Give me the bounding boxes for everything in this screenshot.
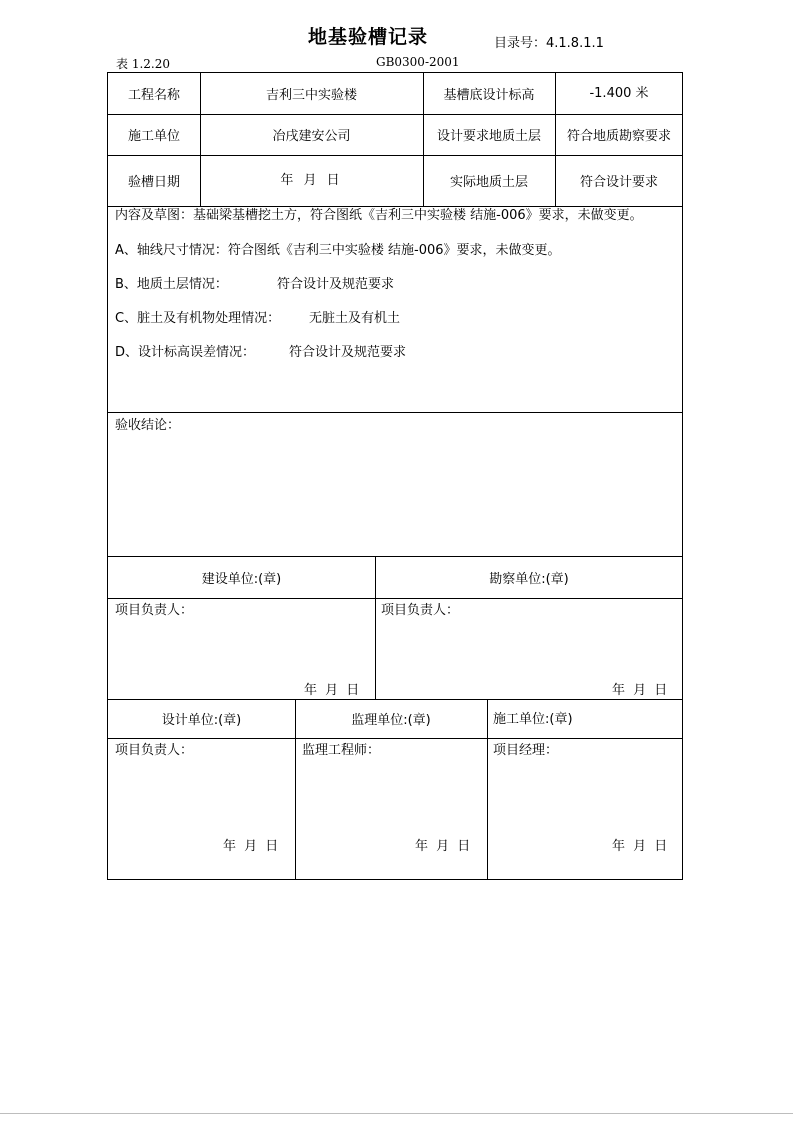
column-divider [487, 699, 488, 880]
design-elevation-value: -1.400 米 [589, 86, 649, 101]
content-item-c-value: 无脏土及有机土 [309, 311, 401, 326]
contractor-value: 冶戌建安公司 [272, 129, 351, 144]
catalog-number: 目录号：4.1.8.1.1 [494, 36, 604, 51]
design-person-label: 项目负责人： [115, 743, 194, 758]
owner-sign-date: 年 月 日 [304, 683, 362, 698]
project-name-label: 工程名称 [127, 88, 180, 103]
construction-sign-date: 年 月 日 [612, 839, 670, 854]
content-item-b-label: B、地质土层情况： [115, 277, 228, 292]
content-item-c-label: C、脏土及有机物处理情况： [115, 311, 281, 326]
inspection-date-label: 验槽日期 [127, 175, 180, 190]
actual-soil-value: 符合设计要求 [579, 175, 658, 190]
content-item-d-label: D、设计标高误差情况： [115, 345, 256, 360]
conclusion-label: 验收结论： [115, 418, 181, 433]
supervision-person-label: 监理工程师： [302, 743, 381, 758]
row-divider [108, 738, 683, 739]
content-item-b-value: 符合设计及规范要求 [277, 277, 395, 292]
content-section [108, 206, 683, 411]
standard-number: GB0300-2001 [376, 55, 460, 69]
content-intro: 内容及草图：基础梁基槽挖土方，符合图纸《吉利三中实验楼 结施-006》要求，未做变更。 [115, 208, 643, 223]
owner-unit-heading: 建设单位:(章) [201, 571, 282, 587]
construction-person-label: 项目经理： [493, 743, 559, 758]
contractor-label: 施工单位 [127, 129, 180, 144]
design-soil-label: 设计要求地质土层 [436, 129, 541, 144]
page-bottom-rule [0, 1113, 793, 1114]
actual-soil-label: 实际地质土层 [449, 175, 528, 190]
design-elevation-label: 基槽底设计标高 [443, 88, 535, 103]
design-sign-date: 年 月 日 [223, 839, 281, 854]
survey-unit-heading: 勘察单位:(章) [489, 571, 569, 587]
document-title: 地基验槽记录 [308, 26, 429, 48]
construction-unit-heading: 施工单位:(章) [493, 712, 573, 727]
row-divider [108, 412, 683, 413]
project-name-value: 吉利三中实验楼 [265, 88, 357, 103]
supervision-unit-heading: 监理单位:(章) [351, 713, 431, 728]
content-item-a: A、轴线尺寸情况：符合图纸《吉利三中实验楼 结施-006》要求，未做变更。 [115, 243, 561, 258]
survey-sign-date: 年 月 日 [612, 683, 670, 698]
owner-person-label: 项目负责人： [115, 603, 194, 618]
table-number: 表 1.2.20 [116, 57, 170, 71]
supervision-sign-date: 年 月 日 [415, 839, 473, 854]
survey-person-label: 项目负责人： [381, 603, 460, 618]
design-unit-heading: 设计单位:(章) [161, 713, 242, 728]
inspection-date-value: 年 月 日 [280, 172, 343, 188]
design-soil-value: 符合地质勘察要求 [566, 129, 671, 144]
content-item-d-value: 符合设计及规范要求 [289, 345, 407, 360]
